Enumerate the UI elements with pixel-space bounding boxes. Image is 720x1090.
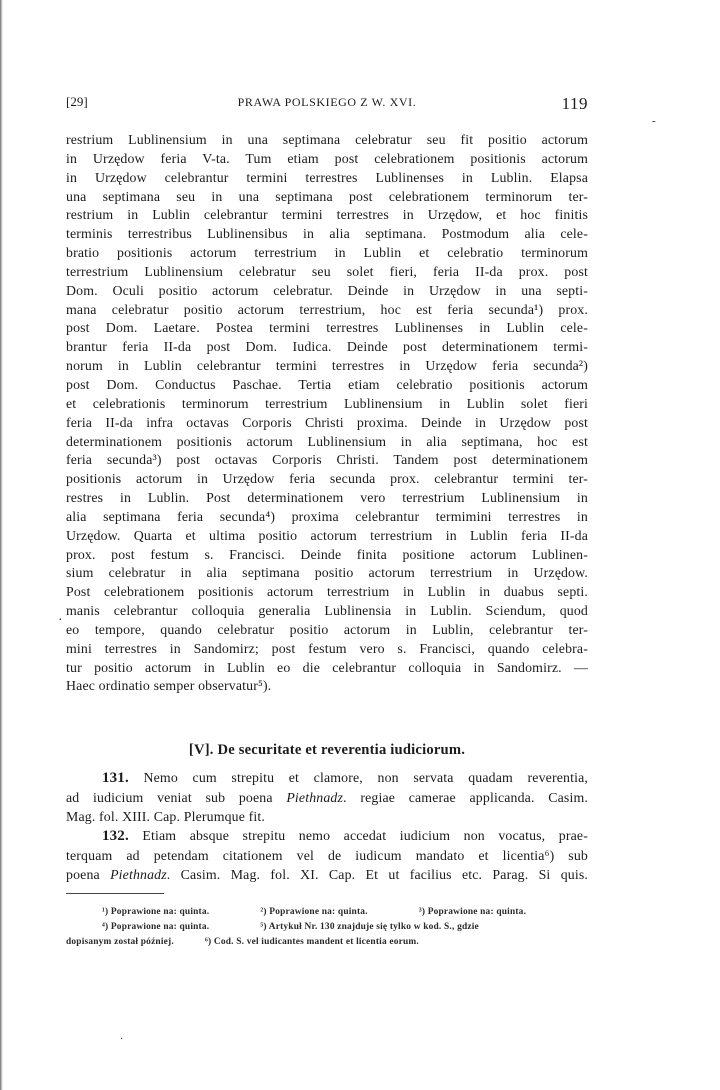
text-line: restrium Lublinensium in una septimana celebratur seu fit positio actorum — [66, 132, 588, 147]
text-line: in Urzędow feria V-ta. Tum etiam post celebrationem positionis actorum — [66, 150, 588, 166]
running-title: PRAWA POLSKIEGO Z W. XVI. — [237, 95, 417, 109]
article-131-line — [66, 788, 588, 807]
text-line: post Dom. Laetare. Postea termini terrestres Lublinenses in Lublin cele- — [66, 320, 588, 336]
footnote-row — [66, 920, 588, 935]
text-line: terminis terrestribus Lublinensibus in alia septimana. Postmodum alia cele- — [66, 226, 588, 242]
text-line: mini terrestres in Sandomirz; post festum vero s. Francisci, quando celebra- — [66, 640, 588, 656]
italic-term: Piethnadz — [110, 867, 167, 882]
footnote: ⁵) Artykuł Nr. 130 znajduje się tylko w kod. S., gdzie — [260, 922, 479, 932]
text-line: Post celebrationem positionis actorum terrestrium in Lublin in duabus septi. — [66, 584, 588, 600]
text-line: Urzędow. Quarta et ultima positio actorum terrestrium in Lublin feria II-da — [66, 527, 588, 543]
text-line: restres in Lublin. Post determinationem vero terrestrium Lublinensium in — [66, 490, 588, 506]
article-132-line — [66, 865, 588, 884]
text-line: determinationem positionis actorum Lublinensium in alia septimana, hoc est — [66, 433, 588, 449]
text-line: prox. post festum s. Francisci. Deinde finita positione actorum Lublinen- — [66, 546, 588, 562]
footnote: dopisanym został później. — [66, 937, 174, 947]
footnote: ⁴) Poprawione na: quinta. — [102, 922, 210, 932]
footnote-row — [66, 935, 588, 950]
page-number: 119 — [561, 94, 588, 113]
article-number: 131. — [102, 770, 129, 786]
article-132-first-line — [66, 826, 588, 846]
text-line: bratio positionis actorum terrestrium in Lublin et celebratio terminorum — [66, 245, 588, 261]
article-131-first-line — [66, 768, 588, 788]
text-line: brantur feria II-da post Dom. Iudica. Deinde post determinationem termi- — [66, 339, 588, 355]
articles-block — [66, 768, 588, 884]
section-heading: [V]. De securitate et reverentia iudiciorum. — [188, 742, 466, 758]
running-header — [66, 94, 588, 116]
text-line: positionis actorum in Urzędow feria secunda prox. celebrantur termini ter- — [66, 471, 588, 487]
text-line: alia septimana feria secunda⁴) proxima celebrantur termimini terrestres in — [66, 508, 588, 524]
article-text: . regiae camerae applicanda. Casim. — [343, 790, 588, 805]
text-line: feria II-da infra octavas Corporis Christi proxima. Deinde in Urzędow post — [66, 414, 588, 430]
footnote-rule — [66, 893, 164, 894]
article-text: Nemo cum strepitu et clamore, non servata quadam reverentia, — [128, 770, 588, 785]
text-line: feria secunda³) post octavas Corporis Christi. Tandem post determinationem — [66, 452, 588, 468]
footnote-row — [66, 905, 588, 920]
text-line: et celebrationis terminorum terrestrium Lublinensium in Lublin solet fieri — [66, 395, 588, 411]
footnote: ⁶) Cod. S. vel iudicantes mandent et licentia eorum. — [204, 937, 419, 947]
text-line: terrestrium Lublinensium celebratur seu solet fieri, feria II-da prox. post — [66, 263, 588, 279]
text-line: in Urzędow celebrantur termini terrestres Lublinenses in Lublin. Elapsa — [66, 169, 588, 185]
text-line: post Dom. Conductus Paschae. Tertia etiam celebratio positionis actorum — [66, 376, 588, 392]
text-line: mana celebratur positio actorum terrestrium, hoc est feria secunda¹) prox. — [66, 301, 588, 317]
section-page-number: [29] — [66, 94, 88, 109]
article-number: 132. — [102, 828, 129, 844]
article-text: Etiam absque strepitu nemo accedat iudicium non vocatus, prae- — [128, 828, 588, 843]
footnotes — [66, 905, 588, 950]
footnote: ¹) Poprawione na: quinta. — [102, 907, 210, 917]
footnote: ³) Poprawione na: quinta. — [418, 907, 527, 917]
italic-term: Piethnadz — [286, 790, 344, 805]
text-line: restrium in Lublin celebrantur termini terrestres in Urzędow, et hoc finitis — [66, 207, 588, 223]
text-line: manis celebrantur colloquia generalia Lublinensia in Lublin. Sciendum, quod — [66, 603, 588, 619]
article-text: Mag. fol. XIII. Cap. Plerumque fit. — [66, 809, 266, 824]
text-line: sium celebratur in alia septimana positio actorum terrestrium in Urzędow. — [66, 565, 588, 581]
margin-dash-mark: - — [652, 115, 656, 127]
article-text: poena — [66, 867, 111, 882]
bottom-dot-mark: · — [120, 1034, 124, 1045]
text-line: una septimana seu in una septimana post celebrationem terminorum ter- — [66, 188, 588, 204]
article-text: ad iudicium veniat sub poena — [66, 790, 287, 805]
text-line: eo tempore, quando celebratur positio actorum in Lublin, celebrantur ter- — [66, 621, 588, 637]
article-131-line — [66, 807, 588, 826]
text-line: norum in Lublin celebrantur termini terrestres in Urzędow feria secunda²) — [66, 358, 588, 374]
margin-dot-mark: · — [58, 613, 63, 628]
text-line: Haec ordinatio semper observatur⁵). — [66, 678, 272, 694]
article-text: . Casim. Mag. fol. XI. Cap. Et ut facilius etc. Parag. Si quis. — [166, 867, 588, 882]
article-text: terquam ad petendam citationem vel de iudicum mandato et licentia⁶) sub — [66, 848, 588, 863]
footnote: ²) Poprawione na: quinta. — [260, 907, 368, 917]
text-line: Dom. Oculi positio actorum celebratur. Deinde in Urzędow in una septi- — [66, 282, 588, 298]
text-line: tur positio actorum in Lublin eo die celebrantur colloquia in Sandomirz. — — [66, 659, 588, 675]
page-left-edge-shadow — [0, 0, 3, 1090]
article-132-line — [66, 846, 588, 865]
main-text-block — [66, 131, 588, 696]
